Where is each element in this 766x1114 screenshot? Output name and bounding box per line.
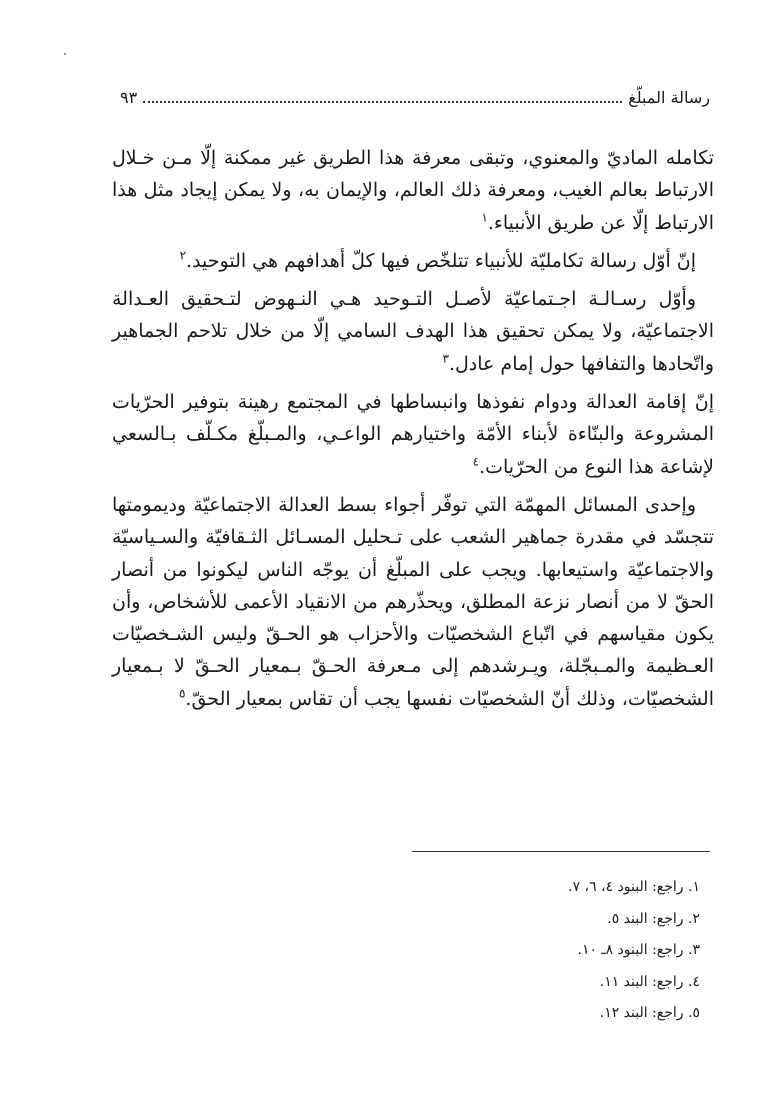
- paragraph-text: وأوّل رسـالـة اجـتماعيّة لأصـل التـوحيد هـي النـهوض لتـحقيق العـدالة الاجتماعيّة، ولا يمكن تحقيق هذا الهدف السامي إلّا من خلال تلاحم الجماهير واتّحادها والتفافها حول إمام عادل.: [112, 288, 714, 375]
- footnote-reference: ٣: [442, 351, 449, 366]
- paragraph: [112, 142, 714, 239]
- paragraph: [112, 386, 714, 483]
- main-text: [112, 142, 714, 721]
- page-number: ٩٣: [120, 88, 138, 107]
- scan-speck: [64, 53, 66, 55]
- paragraph: [112, 283, 714, 380]
- paragraph-text: إنّ أوّل رسالة تكامليّة للأنبياء تتلخّص فيها كلّ أهدافهم هي التوحيد.: [186, 249, 696, 272]
- paragraph: [112, 245, 714, 277]
- paragraph: [112, 489, 714, 715]
- footnote: ١. راجع: البنود ٤، ٦، ٧.: [568, 879, 700, 895]
- footnote: ٥. راجع: البند ١٢.: [599, 1005, 700, 1021]
- running-header: [120, 88, 710, 112]
- footnote-separator: [412, 851, 710, 852]
- footnote: ٣. راجع: البنود ٨ـ ١٠.: [577, 942, 700, 958]
- header-leader-dots: [143, 89, 622, 103]
- paragraph-text: إنّ إقامة العدالة ودوام نفوذها وانبساطها في المجتمع رهينة بتوفير الحرّيات المشروعة والبنّاءة لأبناء الأمّة واختيارهم الواعـي، والمـبلّغ مكـلّف بـالسعي لإشاعة هذا النوع من الحرّيات.: [112, 391, 714, 478]
- footnote: ٤. راجع: البند ١١.: [599, 973, 700, 990]
- running-title: رسالة المبلّغ: [628, 88, 710, 107]
- footnote-reference: ١: [481, 210, 488, 225]
- paragraph-text: وإحدى المسائل المهمّة التي توفّر أجواء بسط العدالة الاجتماعيّة وديمومتها تتجسّد في مقدرة جماهير الشعب على تـحليل المسـائل الثـقافيّة والسـياسيّة والاجتماعيّة واستيعابها. ويجب على المبلّغ أن يوجّه الناس ليكونوا من أنصار الحقّ لا من أنصار نزعة المطلق، ويحذّرهم من الانقياد الأعمى للأشخاص، وأن يكون مقياسهم في اتّباع الشخصيّات والأحزاب هو الحـقّ وليس الشـخصيّات العـظيمة والمـبجّلة، ويـرشدهم إلى مـعرفة الحـقّ بـمعيار الحـقّ لا بـمعيار الشخصيّات، وذلك أنّ الشخصيّات نفسها يجب أن تقاس بمعيار الحقّ.: [112, 493, 714, 710]
- footnote: ٢. راجع: البند ٥.: [607, 910, 700, 927]
- paragraph-text: تكامله الماديّ والمعنوي، وتبقى معرفة هذا الطريق غير ممكنة إلّا مـن خـلال الارتباط بعالم الغيب، ومعرفة ذلك العالم، والإيمان به، ولا يمكن إيجاد مثل هذا الارتباط إلّا عن طريق الأنبياء.: [112, 147, 714, 234]
- footnote-reference: ٢: [179, 248, 187, 263]
- footnotes: [400, 872, 700, 1030]
- footnote-reference: ٤: [472, 454, 480, 469]
- footnote-reference: ٥: [178, 686, 186, 701]
